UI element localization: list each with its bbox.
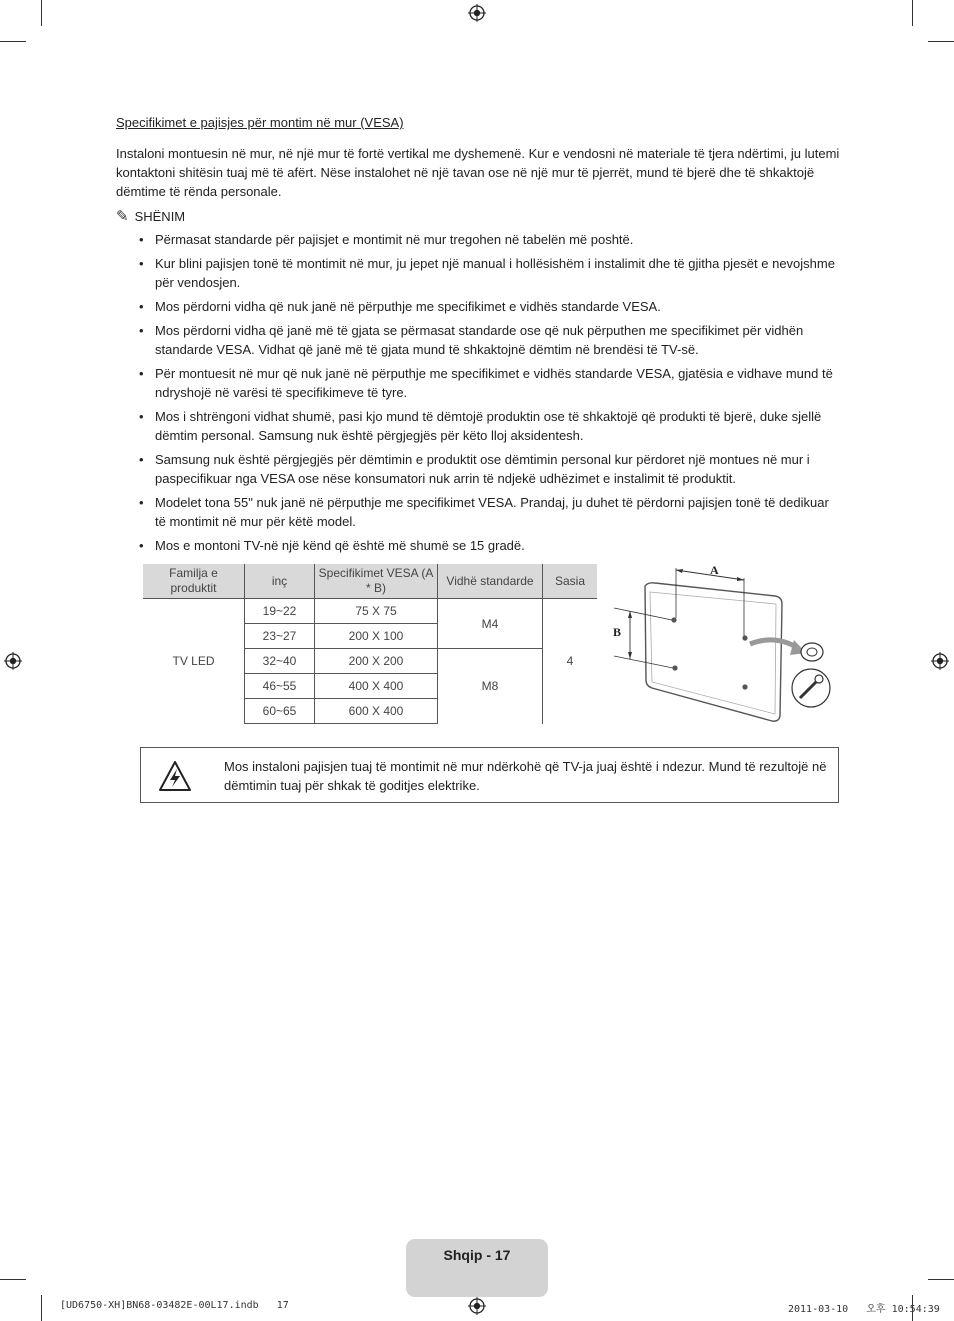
list-item: • Për montuesit në mur që nuk janë në përputhje me specifikimet e vidhës standarde VESA, gjatësia e vidhave mund të ndryshojë në varësi të specifikimeve të tyre. bbox=[139, 364, 841, 402]
crop-mark bbox=[912, 0, 913, 26]
table-header: Specifikimet VESA (A * B) bbox=[315, 564, 438, 599]
table-header: Vidhë standarde bbox=[438, 564, 543, 599]
registration-mark-icon bbox=[931, 652, 949, 670]
inch-cell: 23~27 bbox=[245, 624, 315, 649]
note-label: SHËNIM bbox=[134, 208, 186, 224]
note-list bbox=[139, 230, 841, 560]
intro-paragraph: Instaloni montuesin në mur, në një mur të fortë vertikal me dyshemenë. Kur e vendosni në materiale të tjera ndërtimi, ju lutemi kontaktoni shitësin tuaj më të afërt. Nëse instalohet në një tavan ose në një mur të pjerrët, mund të bjerë dhe të shkaktojë dëmtime të rënda personale. bbox=[116, 146, 840, 199]
list-item: • Mos përdorni vidha që janë më të gjata se përmasat standarde ose që nuk përputhen me specifikimet për vidhën standarde VESA. Vidhat që janë më të gjata mund të shkaktojnë dëmtim në brendësi të TV-së. bbox=[139, 321, 841, 359]
crop-mark bbox=[41, 0, 42, 26]
inch-cell: 46~55 bbox=[245, 674, 315, 699]
registration-mark-icon bbox=[4, 652, 22, 670]
crop-mark bbox=[0, 1279, 26, 1280]
vesa-cell: 200 X 100 bbox=[315, 624, 438, 649]
vesa-cell: 200 X 200 bbox=[315, 649, 438, 674]
pencil-icon: ✎ bbox=[116, 208, 129, 225]
list-item: • Kur blini pajisjen tonë të montimit në mur, ju jepet një manual i hollësishëm i instalimit dhe të gjitha pjesët e nevojshme për vendosjen. bbox=[139, 254, 841, 292]
table-header: inç bbox=[245, 564, 315, 599]
footer-timestamp: 2011-03-10 오후 10:54:39 bbox=[788, 1304, 940, 1315]
list-item: • Modelet tona 55" nuk janë në përputhje me specifikimet VESA. Prandaj, ju duhet të përdorni pajisjen tonë të dedikuar të montimit në mur për këtë model. bbox=[139, 493, 841, 531]
vesa-cell: 75 X 75 bbox=[315, 599, 438, 624]
footer-file-info: [UD6750-XH]BN68-03482E-00L17.indb 17 bbox=[60, 1300, 289, 1311]
family-cell: TV LED bbox=[143, 599, 245, 724]
table-header: Familja e produktit bbox=[143, 564, 245, 599]
screw-cell: M4 bbox=[438, 599, 543, 649]
note-heading bbox=[116, 207, 185, 225]
crop-mark bbox=[0, 41, 26, 42]
list-item: • Samsung nuk është përgjegjës për dëmtimin e produktit ose dëmtimin personal kur përdoret një montues në mur i paspecifikuar nga VESA ose nëse konsumatori nuk arrin të ndjekë udhëzimet e instalimit të produktit. bbox=[139, 450, 841, 488]
warning-box bbox=[140, 747, 839, 803]
table-header: Sasia bbox=[543, 564, 598, 599]
crop-mark bbox=[928, 1279, 954, 1280]
vesa-cell: 400 X 400 bbox=[315, 674, 438, 699]
crop-mark bbox=[928, 41, 954, 42]
inch-cell: 32~40 bbox=[245, 649, 315, 674]
table-row bbox=[143, 599, 597, 624]
list-item: • Përmasat standarde për pajisjet e montimit në mur tregohen në tabelën më poshtë. bbox=[139, 230, 841, 249]
crop-mark bbox=[41, 1295, 42, 1321]
inch-cell: 60~65 bbox=[245, 699, 315, 724]
vesa-table bbox=[143, 564, 597, 724]
inch-cell: 19~22 bbox=[245, 599, 315, 624]
screw-cell: M8 bbox=[438, 649, 543, 724]
page-number: Shqip - 17 bbox=[443, 1247, 511, 1263]
dimension-b-label: B bbox=[613, 625, 622, 639]
list-item: • Mos i shtrëngoni vidhat shumë, pasi kjo mund të dëmtojë produktin ose të shkaktojë që produkti të bjerë, duke sjellë dëmtim personal. Samsung nuk është përgjegjës për këto lloj aksidentesh. bbox=[139, 407, 841, 445]
wall-mount-diagram bbox=[600, 556, 842, 726]
warning-text: Mos instaloni pajisjen tuaj të montimit në mur ndërkohë që TV-ja juaj është i ndezur. Mund të rezultojë në dëmtimin tuaj për shkak të goditjes elektrike. bbox=[224, 759, 827, 793]
section-heading: Specifikimet e pajisjes për montim në mur (VESA) bbox=[116, 115, 404, 130]
vesa-cell: 600 X 400 bbox=[315, 699, 438, 724]
list-item: • Mos përdorni vidha që nuk janë në përputhje me specifikimet e vidhës standarde VESA. bbox=[139, 297, 841, 316]
electric-shock-warning-icon bbox=[158, 760, 192, 792]
quantity-cell: 4 bbox=[543, 599, 598, 724]
registration-mark-icon bbox=[468, 1297, 486, 1315]
registration-mark-icon bbox=[468, 4, 486, 22]
dimension-a-label: A bbox=[710, 563, 719, 577]
table-header-row bbox=[143, 564, 597, 599]
list-item: • Mos e montoni TV-në një kënd që është më shumë se 15 gradë. bbox=[139, 536, 841, 555]
